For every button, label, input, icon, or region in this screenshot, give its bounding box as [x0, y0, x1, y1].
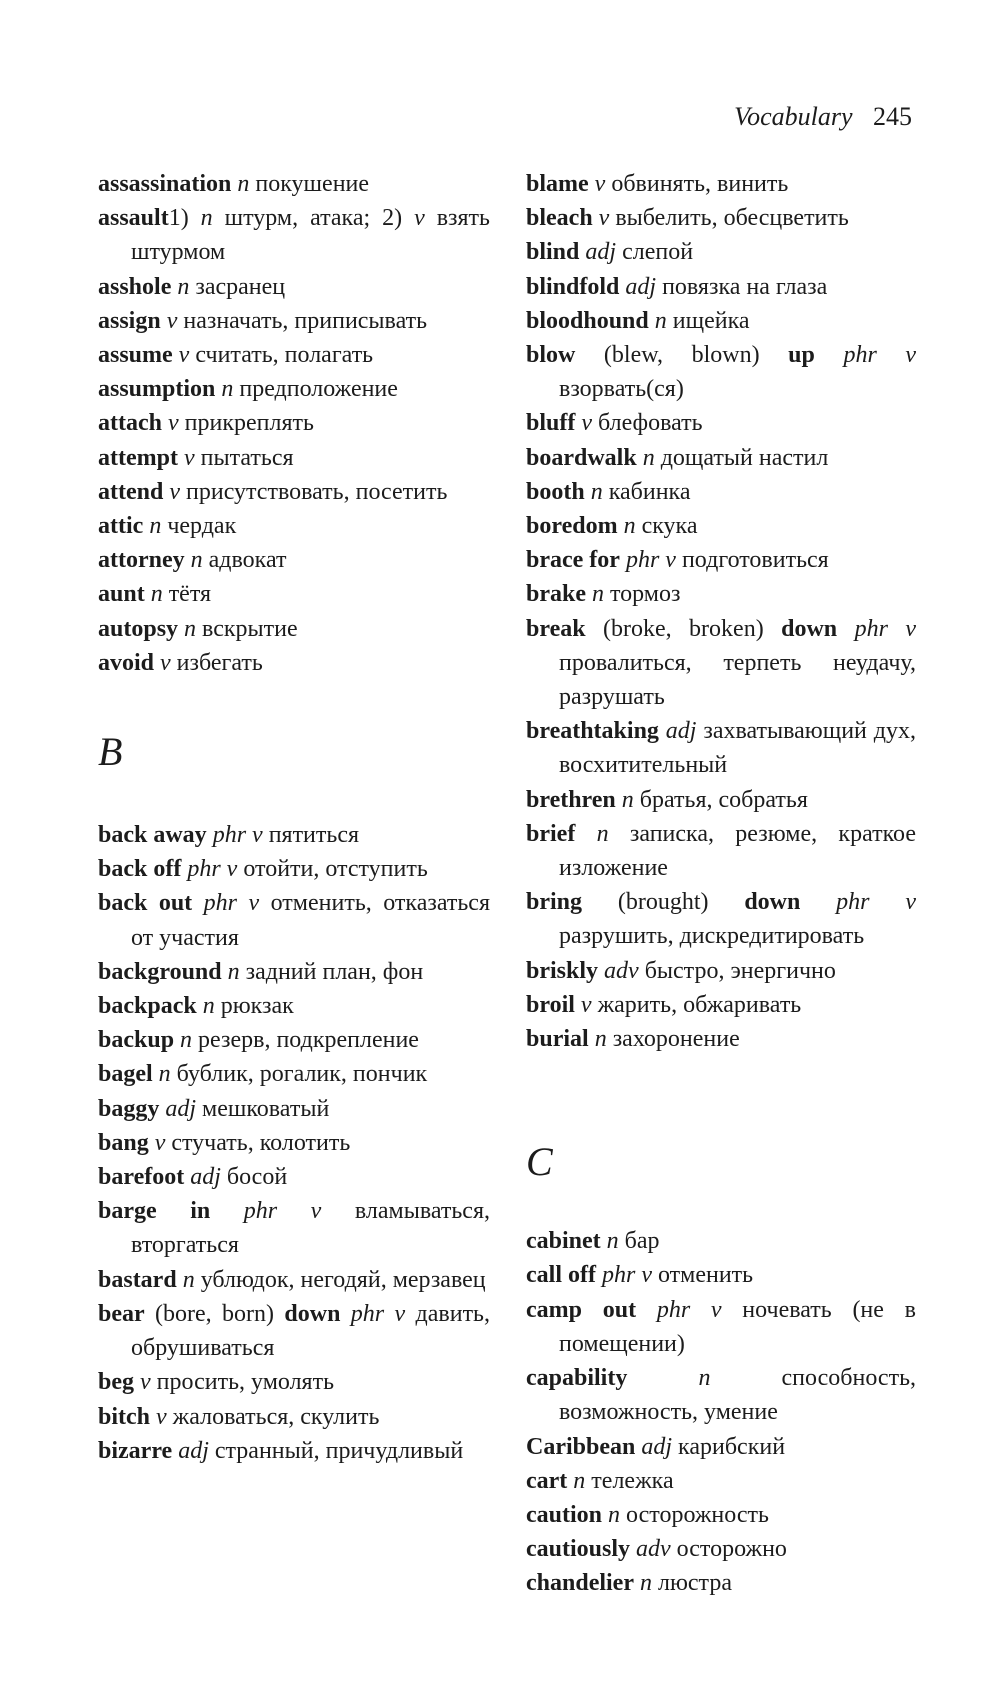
vocab-entry	[526, 441, 916, 475]
translation: покушение	[255, 171, 370, 197]
vocab-entry	[98, 509, 490, 543]
headword: bloodhound	[526, 307, 649, 334]
headword: bluff	[526, 410, 576, 437]
translation: присутствовать, посетить	[186, 478, 448, 505]
headword: blow	[526, 342, 576, 369]
headword: assumption	[98, 376, 216, 403]
translation: выбелить, обесцветить	[615, 205, 849, 232]
vocab-entry	[526, 1022, 916, 1056]
headword: broil	[526, 991, 575, 1018]
vocab-entry	[526, 201, 916, 235]
vocab-entry	[98, 304, 490, 338]
headword: call off	[526, 1262, 596, 1289]
vocab-entry	[526, 954, 916, 988]
translation: назначать, приписывать	[183, 307, 428, 334]
part-of-speech: n	[180, 1027, 193, 1054]
part-of-speech: n	[149, 513, 162, 540]
part-of-speech: v	[581, 410, 593, 437]
vocab-entry	[526, 1430, 916, 1464]
section-c-entries	[526, 1224, 916, 1600]
part-of-speech: phr v	[836, 889, 916, 916]
translation: способность, возможность, умение	[559, 1365, 917, 1426]
vocab-entry	[526, 406, 916, 440]
headword: attach	[98, 410, 162, 437]
vocab-entry	[526, 304, 916, 338]
vocab-entry	[98, 612, 490, 646]
translation: кабинка	[608, 478, 691, 505]
headword: assassination	[98, 171, 232, 197]
part-of-speech: n	[200, 205, 213, 232]
vocab-entry	[98, 1092, 490, 1126]
vocab-entry	[526, 885, 916, 953]
headword: barge in	[98, 1198, 211, 1225]
section-a-entries	[98, 167, 490, 680]
translation: тележка	[591, 1467, 674, 1494]
vocab-entry	[98, 1194, 490, 1262]
translation: ночевать (не в помещении)	[559, 1296, 916, 1357]
headword: autopsy	[98, 615, 179, 642]
vocab-entry	[98, 167, 490, 201]
vocab-entry	[526, 1498, 916, 1532]
part-of-speech: v	[598, 205, 610, 232]
part-of-speech: n	[202, 993, 215, 1020]
part-of-speech: v	[140, 1369, 151, 1396]
headword: break	[526, 615, 586, 642]
headword: attempt	[98, 444, 178, 471]
part-of-speech: n	[190, 547, 203, 574]
part-of-speech: phr v	[843, 342, 917, 369]
vocab-entry	[98, 1400, 490, 1434]
vocab-entry	[526, 543, 916, 577]
part-of-speech: v	[166, 307, 178, 334]
headword: background	[98, 958, 222, 985]
translation: ублюдок, негодяй, мерзавец	[200, 1266, 486, 1293]
vocab-entry	[526, 167, 916, 201]
headword: briskly	[526, 957, 599, 984]
part-of-speech: adj	[641, 1433, 673, 1460]
part-of-speech: n	[592, 581, 604, 608]
translation: захватывающий дух, восхитительный	[559, 718, 916, 779]
translation: (brought)	[582, 889, 745, 916]
running-head-title: Vocabulary	[734, 102, 853, 131]
part-of-speech: phr v	[203, 890, 260, 917]
part-of-speech: n	[158, 1061, 171, 1088]
translation: захоронение	[612, 1026, 740, 1053]
translation: (blew, blown)	[575, 342, 789, 369]
headword: blindfold	[526, 273, 620, 300]
translation: чердак	[167, 513, 237, 540]
part-of-speech: n	[642, 444, 655, 471]
part-of-speech: n	[150, 581, 163, 608]
part-of-speech: n	[621, 786, 634, 813]
vocab-entry	[526, 714, 916, 782]
part-of-speech: v	[167, 410, 179, 437]
vocab-entry	[526, 338, 916, 406]
translation: жаловаться, скулить	[172, 1403, 380, 1430]
headword: brethren	[526, 786, 616, 813]
part-of-speech: n	[654, 307, 667, 334]
vocab-entry	[526, 1361, 916, 1429]
vocab-entry	[526, 1258, 916, 1292]
vocab-entry	[98, 1434, 490, 1468]
headword: attic	[98, 513, 144, 540]
part-of-speech: v	[580, 991, 592, 1018]
part-of-speech: n	[177, 273, 190, 300]
headword: beg	[98, 1369, 134, 1396]
translation: давить, обрушиваться	[131, 1300, 490, 1362]
part-of-speech: v	[169, 478, 180, 505]
part-of-speech: phr v	[601, 1262, 652, 1289]
translation: мешковатый	[202, 1095, 330, 1122]
headword: chandelier	[526, 1570, 634, 1597]
vocab-entry	[98, 989, 490, 1023]
translation: карибский	[678, 1433, 786, 1460]
translation: тётя	[168, 581, 212, 608]
part-of-speech: n	[227, 958, 240, 985]
translation: (broke, broken)	[585, 615, 782, 642]
vocab-entry	[98, 543, 490, 577]
part-of-speech: n	[640, 1570, 652, 1597]
headword: Caribbean	[526, 1433, 636, 1460]
headword: baggy	[98, 1095, 160, 1122]
translation: предположение	[239, 376, 398, 403]
translation: избегать	[176, 649, 263, 676]
headword: aunt	[98, 581, 145, 608]
part-of-speech: n	[608, 1501, 621, 1528]
vocab-entry	[526, 1224, 916, 1258]
part-of-speech: n	[698, 1365, 711, 1392]
translation	[837, 616, 854, 642]
part-of-speech: n	[184, 615, 197, 642]
headword: back out	[98, 890, 193, 917]
translation: считать, полагать	[195, 342, 374, 369]
part-of-speech: phr v	[187, 856, 238, 883]
headword: cart	[526, 1467, 568, 1494]
page-number: 245	[873, 102, 912, 131]
translation: пятиться	[268, 822, 360, 849]
headword: brief	[526, 820, 576, 847]
translation: бублик, рогалик, пончик	[176, 1061, 428, 1088]
vocab-entry	[526, 235, 916, 269]
part-of-speech: phr v	[350, 1300, 406, 1327]
right-column	[526, 167, 916, 1601]
headword: cautiously	[526, 1536, 631, 1563]
translation: странный, причудливый	[214, 1437, 464, 1464]
vocab-entry	[98, 1126, 490, 1160]
headword: boredom	[526, 513, 618, 540]
part-of-speech: n	[221, 376, 234, 403]
part-of-speech: phr v	[212, 822, 263, 849]
headword: assault	[98, 205, 169, 232]
running-head	[734, 100, 912, 134]
translation: просить, умолять	[156, 1369, 335, 1396]
headword: brace for	[526, 547, 620, 574]
vocab-entry	[98, 577, 490, 611]
vocab-entry	[526, 1532, 916, 1566]
translation: взять штурмом	[131, 205, 490, 266]
vocab-entry	[98, 1263, 490, 1297]
vocab-entry	[98, 1057, 490, 1091]
part-of-speech: adj	[178, 1437, 209, 1464]
translation: бар	[624, 1228, 660, 1255]
vocab-entry	[526, 1566, 916, 1600]
headword: assign	[98, 307, 161, 334]
translation: адвокат	[208, 547, 287, 574]
part-of-speech: v	[594, 171, 606, 197]
translation: босой	[226, 1164, 288, 1191]
translation: люстра	[658, 1570, 732, 1597]
part-of-speech: adj	[625, 273, 657, 300]
translation: слепой	[622, 239, 694, 266]
vocab-entry	[98, 1023, 490, 1057]
part-of-speech: adj	[190, 1164, 221, 1191]
part-of-speech: n	[596, 820, 609, 847]
part-of-speech: v	[183, 444, 195, 471]
translation: скука	[641, 513, 698, 540]
vocab-entry	[98, 1365, 490, 1399]
vocab-entry	[526, 1464, 916, 1498]
headword: bring	[526, 889, 583, 916]
vocab-entry	[526, 270, 916, 304]
translation: жарить, обжаривать	[597, 991, 802, 1018]
headword: booth	[526, 478, 585, 505]
headword: backup	[98, 1027, 175, 1054]
headword: burial	[526, 1026, 589, 1053]
section-b-entries-continued	[526, 167, 916, 1056]
translation: отойти, отступить	[243, 856, 428, 883]
translation: блефовать	[598, 410, 703, 437]
translation: рюкзак	[220, 993, 294, 1020]
part-of-speech: adj	[585, 239, 617, 266]
translation: вскрытие	[202, 615, 298, 642]
translation: тормоз	[610, 581, 681, 608]
headword: capability	[526, 1365, 628, 1392]
part-of-speech: phr v	[854, 615, 916, 642]
translation: засранец	[195, 273, 286, 300]
vocab-entry	[98, 646, 490, 680]
vocab-entry	[98, 338, 490, 372]
left-column	[98, 167, 490, 1468]
translation: ищейка	[672, 307, 750, 334]
headword: bleach	[526, 205, 593, 232]
part-of-speech: phr v	[625, 547, 676, 574]
translation: подготовиться	[681, 547, 829, 574]
headword: bear	[98, 1300, 145, 1327]
vocab-entry	[526, 612, 916, 715]
vocab-entry	[98, 886, 490, 954]
headword: backpack	[98, 993, 197, 1020]
translation: штурм, атака; 2)	[212, 205, 415, 232]
headword: assume	[98, 342, 173, 369]
translation	[815, 342, 844, 368]
vocab-entry	[98, 201, 490, 269]
translation: взорвать(ся)	[559, 376, 684, 403]
part-of-speech: v	[160, 649, 171, 676]
part-of-speech: n	[182, 1266, 195, 1293]
part-of-speech: n	[590, 478, 603, 505]
vocab-entry	[98, 1297, 490, 1365]
part-of-speech: v	[178, 342, 190, 369]
translation: обвинять, винить	[611, 171, 789, 197]
translation: быстро, энергично	[644, 957, 836, 984]
headword: back off	[98, 856, 182, 883]
translation: отменить, отказаться от участия	[131, 890, 490, 951]
headword: avoid	[98, 649, 155, 676]
headword: blame	[526, 171, 589, 197]
headword: asshole	[98, 273, 172, 300]
vocab-entry	[98, 372, 490, 406]
vocab-entry	[526, 1293, 916, 1361]
headword: breathtaking	[526, 718, 659, 745]
part-of-speech: n	[606, 1228, 619, 1255]
part-of-speech: phr v	[243, 1198, 322, 1225]
vocab-entry	[526, 988, 916, 1022]
vocab-entry	[98, 818, 490, 852]
headword: caution	[526, 1501, 603, 1528]
part-of-speech: adv	[604, 957, 639, 984]
vocab-entry	[526, 509, 916, 543]
translation	[800, 889, 836, 915]
section-letter-b: B	[98, 729, 123, 775]
translation: пытаться	[200, 444, 294, 471]
vocab-entry	[98, 852, 490, 886]
part-of-speech: n	[237, 171, 250, 197]
part-of-speech: v	[154, 1129, 166, 1156]
vocab-entry	[526, 783, 916, 817]
translation: провалиться, терпеть неудачу, разрушать	[559, 649, 916, 711]
translation: дощатый настил	[660, 444, 829, 471]
headword: bitch	[98, 1403, 151, 1430]
headword: boardwalk	[526, 444, 637, 471]
headword: camp out	[526, 1296, 637, 1323]
part-of-speech: n	[573, 1467, 586, 1494]
translation: осторожность	[626, 1501, 769, 1528]
part-of-speech: v	[156, 1403, 167, 1430]
translation: прикреплять	[184, 410, 314, 437]
vocab-entry	[98, 441, 490, 475]
headword: cabinet	[526, 1228, 601, 1255]
translation: (bore, born)	[144, 1300, 285, 1327]
vocab-entry	[98, 1160, 490, 1194]
vocab-entry	[98, 270, 490, 304]
part-of-speech: adv	[636, 1536, 671, 1563]
part-of-speech: phr v	[656, 1296, 722, 1323]
translation: записка, резюме, краткое изложение	[559, 820, 916, 882]
part-of-speech: n	[594, 1026, 607, 1053]
headword: attorney	[98, 547, 185, 574]
translation	[340, 1301, 350, 1327]
vocab-entry	[98, 955, 490, 989]
section-letter-c: C	[526, 1139, 553, 1185]
vocab-entry	[526, 817, 916, 885]
headword: back away	[98, 822, 207, 849]
vocab-entry	[526, 475, 916, 509]
headword: bang	[98, 1129, 149, 1156]
translation: осторожно	[676, 1536, 787, 1563]
translation: 1)	[168, 205, 201, 232]
part-of-speech: adj	[665, 718, 697, 745]
vocab-entry	[98, 406, 490, 440]
translation: вламываться, вторгаться	[131, 1198, 490, 1259]
translation: отменить	[657, 1262, 754, 1289]
headword-particle: down	[744, 889, 801, 916]
headword: attend	[98, 478, 164, 505]
headword: bizarre	[98, 1437, 173, 1464]
vocab-entry	[98, 475, 490, 509]
headword: blind	[526, 239, 580, 266]
translation: братья, собратья	[639, 786, 808, 813]
headword: bastard	[98, 1266, 177, 1293]
headword: barefoot	[98, 1164, 185, 1191]
part-of-speech: v	[414, 205, 425, 232]
headword-particle: up	[788, 342, 815, 369]
headword: bagel	[98, 1061, 153, 1088]
translation: резерв, подкрепление	[198, 1027, 419, 1054]
part-of-speech: adj	[165, 1095, 197, 1122]
headword-particle: down	[284, 1300, 341, 1327]
vocab-entry	[526, 577, 916, 611]
translation: стучать, колотить	[171, 1129, 351, 1156]
headword-particle: down	[781, 615, 838, 642]
translation: разрушить, дискредитировать	[559, 923, 865, 950]
headword: brake	[526, 581, 586, 608]
part-of-speech: n	[623, 513, 636, 540]
translation: повязка на глаза	[662, 273, 828, 300]
section-b-entries	[98, 818, 490, 1468]
translation: задний план, фон	[245, 958, 424, 985]
